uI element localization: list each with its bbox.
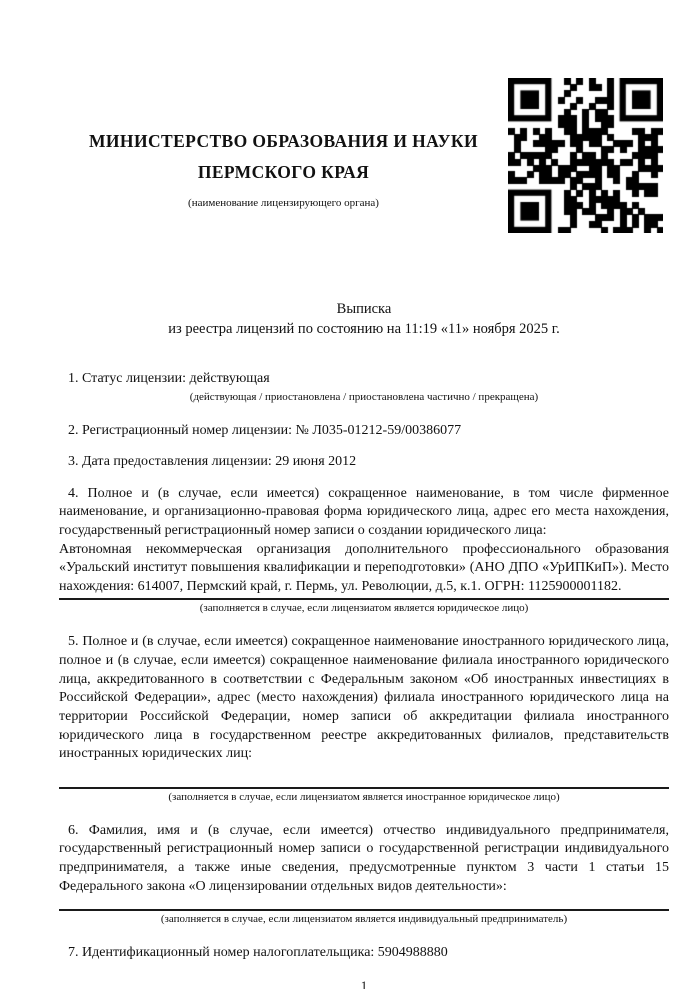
legal-entity-question: 4. Полное и (в случае, если имеется) сокращенное наименование, в том числе фирменное наименование, и организационно-правовая форма юридического лица, адрес его места нахождения, государственный регистрационный номер записи о создании юридического лица: — [59, 485, 669, 539]
license-status-options-caption: (действующая / приостановлена / приостановлена частично / прекращена) — [189, 390, 539, 403]
license-grant-date-item — [59, 453, 669, 472]
license-status-text: 1. Статус лицензии: действующая — [68, 371, 270, 386]
licensing-authority-name-line2: ПЕРМСКОГО КРАЯ — [197, 162, 370, 182]
license-reg-number-text: 2. Регистрационный номер лицензии: № Л035-01212-59/00386077 — [68, 422, 462, 438]
licensing-authority — [59, 78, 508, 210]
taxpayer-inn-text: 7. Идентификационный номер налогоплательщика: 5904988880 — [68, 945, 448, 961]
legal-entity-answer: Автономная некоммерческая организация дополнительного профессионального образования «Уральский институт повышения квалификации и переподготовки» (АНО ДПО «УрИПКиП»). Место нахождения: 614007, Пермский край, г. Пермь, ул. Революции, д.5, к.1. ОГРН: 1125900001182. — [59, 541, 669, 594]
document-title-line1: Выписка — [336, 301, 392, 317]
licensing-authority-name — [59, 126, 508, 188]
individual-entrepreneur-answer-blank — [59, 896, 669, 907]
foreign-entity-answer-blank — [59, 764, 669, 785]
individual-entrepreneur-caption: (заполняется в случае, если лицензиатом является индивидуальный предприниматель) — [160, 913, 568, 926]
qr-code-icon — [508, 78, 663, 233]
license-reg-number-item — [59, 422, 669, 441]
legal-entity-item — [59, 485, 669, 616]
legal-entity-fill-line — [59, 598, 669, 600]
document-title-line2: из реестра лицензий по состоянию на 11:19 «11» ноября 2025 г. — [168, 321, 560, 337]
license-grant-date-text: 3. Дата предоставления лицензии: 29 июня 2012 — [68, 454, 357, 470]
foreign-entity-fill-line — [59, 787, 669, 789]
foreign-entity-item — [59, 633, 669, 803]
taxpayer-inn-item — [59, 944, 669, 963]
individual-entrepreneur-fill-line — [59, 909, 669, 911]
licensing-authority-name-line1: МИНИСТЕРСТВО ОБРАЗОВАНИЯ И НАУКИ — [89, 131, 478, 151]
license-status-item — [59, 370, 669, 404]
document-header — [59, 78, 669, 233]
qr-code-canvas — [508, 78, 663, 233]
foreign-entity-question: 5. Полное и (в случае, если имеется) сокращенное наименование иностранного юридического лица, полное и (в случае, если имеется) сокращенное наименование филиала иностранного юридического лица, аккредитованного в соответствии с Федеральным законом «Об иностранных инвестициях в Российской Федерации», адрес (место нахождения) филиала иностранного юридического лица на территории Российской Федерации, номер записи об аккредитации филиала иностранного юридического лица в государственном реестре аккредитованных филиалов, представительств иностранных юридических лиц: — [59, 634, 669, 762]
page-number: 1 — [360, 977, 368, 989]
individual-entrepreneur-question: 6. Фамилия, имя и (в случае, если имеется) отчество индивидуального предпринимателя, государственный регистрационный номер записи о государственной регистрации индивидуального предпринимателя, а также иные сведения, предусмотренные пунктом 3 части 1 статьи 15 Федерального закона «О лицензировании отдельных видов деятельности»: — [59, 822, 669, 894]
individual-entrepreneur-item — [59, 822, 669, 926]
licensing-authority-caption: (наименование лицензирующего органа) — [188, 197, 379, 209]
legal-entity-caption: (заполняется в случае, если лицензиатом является юридическое лицо) — [199, 602, 529, 615]
foreign-entity-caption: (заполняется в случае, если лицензиатом является иностранное юридическое лицо) — [168, 790, 560, 803]
document-title — [59, 299, 669, 339]
